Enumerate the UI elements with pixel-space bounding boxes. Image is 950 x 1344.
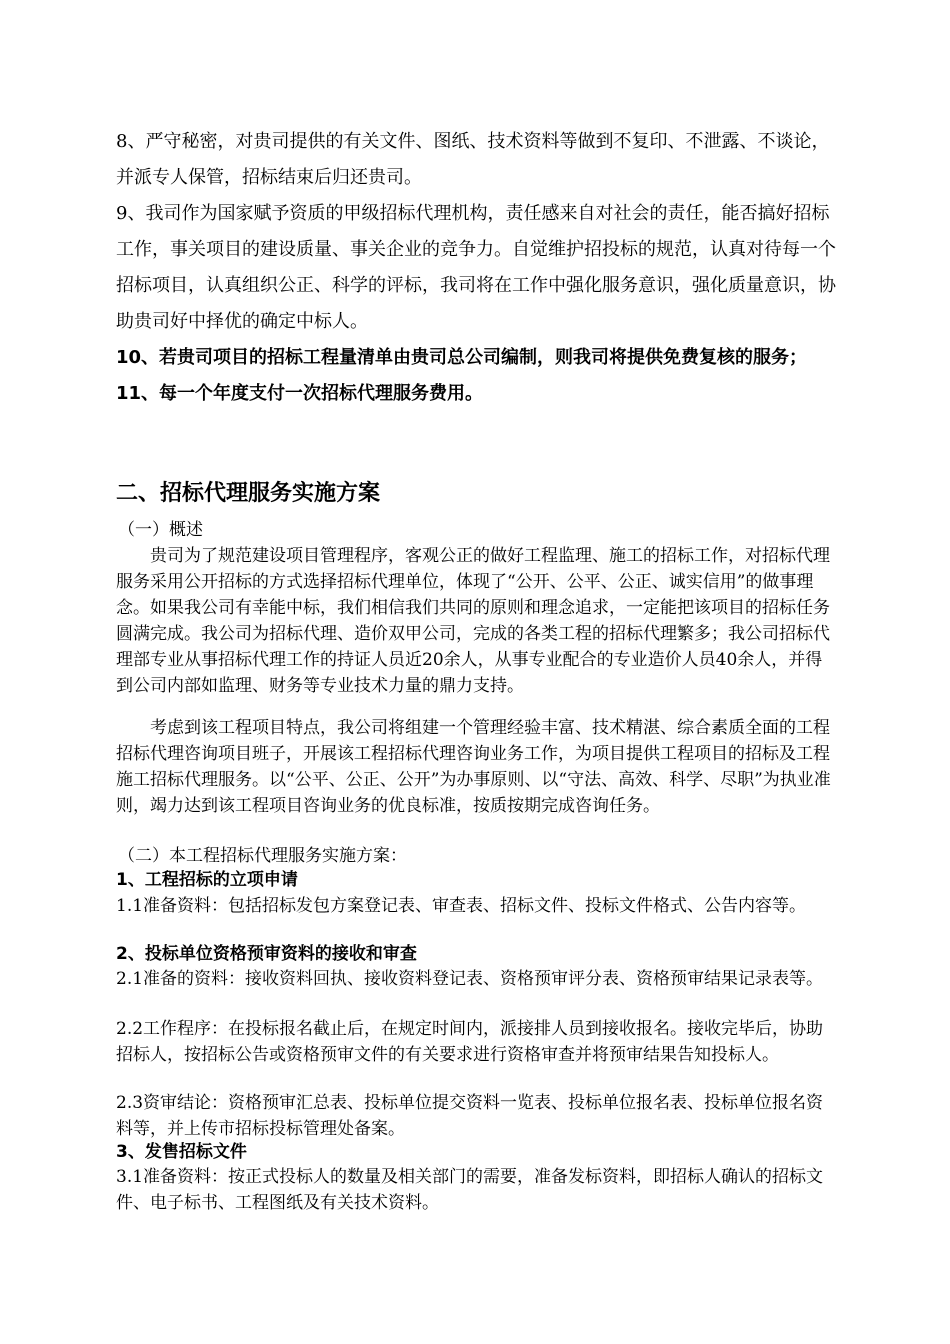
step-2-title: 2、投标单位资格预审资料的接收和审查 (116, 944, 417, 964)
list-item-9: 9、我司作为国家赋予资质的甲级招标代理机构，责任感来自对社会的责任，能否搞好招标工作，事关项目的建设质量、事关企业的竞争力。自觉维护招投标的规范，认真对待每一个招标项目，认真组织公正、科学的评标，我司将在工作中强化服务意识，强化质量意识，协助贵司好中择优的确定中标人。 (116, 203, 836, 332)
step-2-2: 2.2工作程序：在投标报名截止后，在规定时间内，派接排人员到接收报名。接收完毕后，协助招标人，按招标公告或资格预审文件的有关要求进行资格审查并将预审结果告知投标人。 (116, 1019, 824, 1065)
list-item-8: 8、严守秘密，对贵司提供的有关文件、图纸、技术资料等做到不复印、不泄露、不谈论，并派专人保管，招标结束后归还贵司。 (116, 131, 830, 188)
step-3-1: 3.1准备资料：按正式投标人的数量及相关部门的需要，准备发标资料，即招标人确认的招标文件、电子标书、工程图纸及有关技术资料。 (116, 1167, 824, 1213)
step-2-3: 2.3资审结论：资格预审汇总表、投标单位提交资料一览表、投标单位报名表、投标单位报名资料等，并上传市招标投标管理处备案。 (116, 1093, 824, 1139)
plan-title: （二）本工程招标代理服务实施方案： (118, 846, 407, 866)
list-item-11: 11、每一个年度支付一次招标代理服务费用。 (116, 383, 484, 404)
step-1-1: 1.1准备资料：包括招标发包方案登记表、审查表、招标文件、投标文件格式、公告内容等。 (116, 896, 807, 916)
overview-paragraph-1: 贵司为了规范建设项目管理程序，客观公正的做好工程监理、施工的招标工作，对招标代理服务采用公开招标的方式选择招标代理单位，体现了“公开、公平、公正、诚实信用”的做事理念。如果我公司有幸能中标，我们相信我们共同的原则和理念追求，一定能把该项目的招标任务圆满完成。我公司为招标代理、造价双甲公司，完成的各类工程的招标代理繁多；我公司招标代理部专业从事招标代理工作的持证人员近20余人，从事专业配合的专业造价人员40余人，并得到公司内部如监理、财务等专业技术力量的鼎力支持。 (116, 546, 830, 696)
step-3-title: 3、发售招标文件 (116, 1142, 247, 1162)
overview-paragraph-2: 考虑到该工程项目特点，我公司将组建一个管理经验丰富、技术精湛、综合素质全面的工程招标代理咨询项目班子，开展该工程招标代理咨询业务工作，为项目提供工程项目的招标及工程施工招标代理服务。以“公平、公正、公开”为办事原则、以“守法、高效、科学、尽职”为执业准则，竭力达到该工程项目咨询业务的优良标准，按质按期完成咨询任务。 (116, 718, 831, 816)
overview-title: （一）概述 (118, 520, 203, 540)
section-heading: 二、招标代理服务实施方案 (116, 481, 381, 506)
list-item-10: 10、若贵司项目的招标工程量清单由贵司总公司编制，则我司将提供免费复核的服务； (116, 347, 808, 368)
step-1-title: 1、工程招标的立项申请 (116, 870, 298, 890)
step-2-1: 2.1准备的资料：接收资料回执、接收资料登记表、资格预审评分表、资格预审结果记录表等。 (116, 969, 824, 989)
